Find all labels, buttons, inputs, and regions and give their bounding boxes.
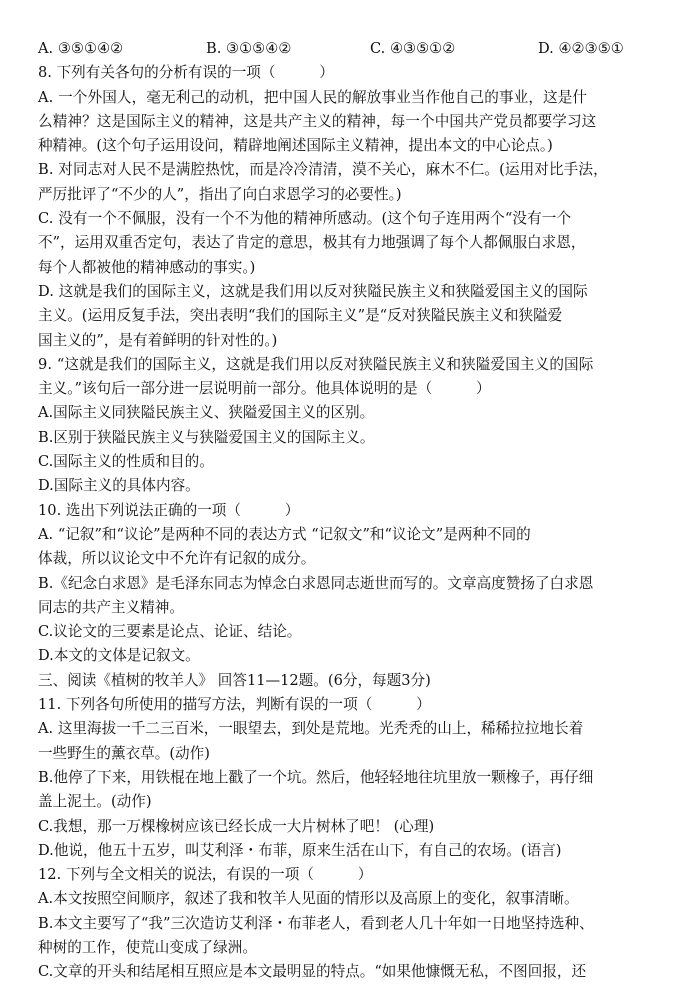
q9-option-a: A.国际主义同狭隘民族主义、狭隘爱国主义的区别。 <box>38 404 375 422</box>
q10-option-a-line: A. “记叙”和“议论”是两种不同的表达方式 “记叙文”和“议论文”是两种不同的 <box>38 525 531 543</box>
q11-option-a-line: A. 这里海拔一千二三百米，一眼望去，到处是荒地。光秃秃的山上，稀稀拉拉地长着 <box>38 720 584 738</box>
q7-option-d: D. ④②③⑤① <box>538 40 624 57</box>
q11-option-c: C.我想，那一万棵橡树应该已经长成一大片树林了吧！ (心理) <box>38 817 435 835</box>
q12-option-c-line: C.文章的开头和结尾相互照应是本文最明显的特点。“如果他慷慨无私，不图回报，还 <box>38 963 587 981</box>
q8-option-d-line: 国主义的”，是有着鲜明的针对性的。) <box>38 331 278 349</box>
q7-option-a: A. ③⑤①④② <box>38 40 124 57</box>
q7-option-b: B. ③①⑤④② <box>206 40 292 57</box>
q8-option-a-line: 种精神。(这个句子运用设问，精辟地阐述国际主义精神，提出本文的中心论点。) <box>38 137 553 155</box>
section-3-heading: 三、阅读《植树的牧羊人》 回答11—12题。(6分，每题3分) <box>38 671 431 689</box>
q8-option-a-line: 么精神？这是国际主义的精神，这是共产主义的精神，每一个中国共产党员都要学习这 <box>38 112 597 130</box>
question-8-stem: 8. 下列有关各句的分析有误的一项（ ） <box>38 64 334 82</box>
exam-page <box>38 37 652 985</box>
q7-options <box>38 37 652 61</box>
q12-option-b-line: 种树的工作，使荒山变成了绿洲。 <box>38 938 257 956</box>
q8-option-b-line: 严厉批评了“不少的人”，指出了向白求恩学习的必要性。) <box>38 185 402 203</box>
q12-option-a: A.本文按照空间顺序，叙述了我和牧羊人见面的情形以及高原上的变化，叙事清晰。 <box>38 890 579 908</box>
question-12-stem: 12. 下列与全文相关的说法，有误的一项（ ） <box>38 866 373 884</box>
q12-option-b-line: B.本文主要写了“我”三次造访艾利泽・布菲老人，看到老人几十年如一日地坚持选种、 <box>38 914 594 932</box>
q8-option-c-line: 每个人都被他的精神感动的事实。) <box>38 258 256 276</box>
question-9-stem: 9. “这就是我们的国际主义，这就是我们用以反对狭隘民族主义和狭隘爱国主义的国际 <box>38 355 594 373</box>
question-11-stem: 11. 下列各句所使用的描写方法，判断有误的一项（ ） <box>38 696 431 714</box>
question-9-stem: 主义。”该句后一部分进一层说明前一部分。他具体说明的是（ ） <box>38 380 491 398</box>
q10-option-d: D.本文的文体是记叙文。 <box>38 647 200 665</box>
q11-option-b-line: B.他停了下来，用铁棍在地上戳了一个坑。然后，他轻轻地往坑里放一颗橡子，再仔细 <box>38 768 594 786</box>
q11-option-b-line: 盖上泥土。(动作) <box>38 793 152 811</box>
q9-option-c: C.国际主义的性质和目的。 <box>38 453 214 471</box>
q9-option-d: D.国际主义的具体内容。 <box>38 477 200 495</box>
q10-option-c: C.议论文的三要素是论点、论证、结论。 <box>38 623 302 641</box>
q7-option-c: C. ④③⑤①② <box>370 40 456 57</box>
q11-option-d: D.他说，他五十五岁，叫艾利泽・布菲，原来生活在山下，有自己的农场。(语言) <box>38 841 562 859</box>
q10-option-b-line: 同志的共产主义精神。 <box>38 598 184 616</box>
q8-option-c-line: C. 没有一个不佩服，没有一个不为他的精神所感动。(这个句子连用两个“没有一个 <box>38 210 572 228</box>
q8-option-d-line: 主义。(运用反复手法，突出表明“我们的国际主义”是“反对狭隘民族主义和狭隘爱 <box>38 307 563 325</box>
q8-option-c-line: 不”，运用双重否定句，表达了肯定的意思，极其有力地强调了每个人都佩服白求恩， <box>38 234 586 252</box>
q10-option-a-line: 体裁，所以议论文中不允许有记叙的成分。 <box>38 550 316 568</box>
question-10-stem: 10. 选出下列说法正确的一项（ ） <box>38 501 300 519</box>
q9-option-b: B.区别于狭隘民族主义与狭隘爱国主义的国际主义。 <box>38 428 375 446</box>
q8-option-b-line: B. 对同志对人民不是满腔热忱，而是冷冷清清，漠不关心，麻木不仁。(运用对比手法， <box>38 161 608 179</box>
q8-option-d-line: D. 这就是我们的国际主义，这就是我们用以反对狭隘民族主义和狭隘爱国主义的国际 <box>38 282 588 300</box>
q8-option-a-line: A. 一个外国人，毫无利己的动机，把中国人民的解放事业当作他自己的事业，这是什 <box>38 88 588 106</box>
q10-option-b-line: B.《纪念白求恩》是毛泽东同志为悼念白求恩同志逝世而写的。文章高度赞扬了白求恩 <box>38 574 594 592</box>
q11-option-a-line: 一些野生的薰衣草。(动作) <box>38 744 210 762</box>
